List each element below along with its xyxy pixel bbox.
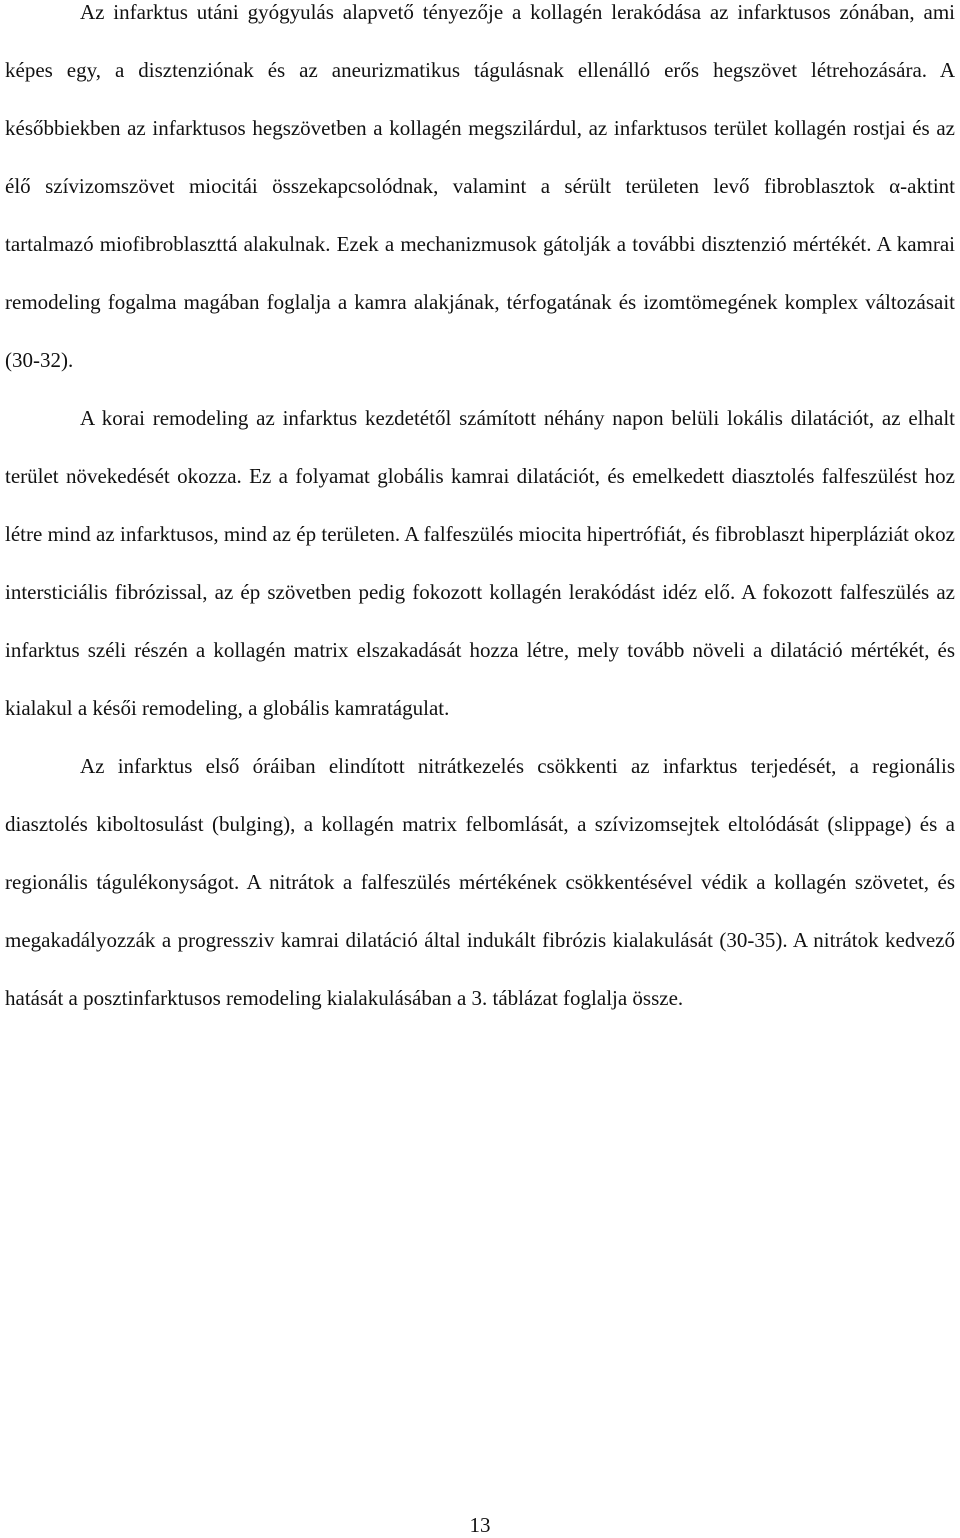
page-number: 13 xyxy=(469,1513,491,1537)
paragraph-nitrate-treatment: Az infarktus első óráiban elindított nitrátkezelés csökkenti az infarktus terjedését, a regionális diasztolés kiboltosulást (bulging), a kollagén matrix felbomlását, a szívizomsejtek eltolódását (slippage) és a regionális tágulékonyságot. A nitrátok a falfeszülés mértékének csökkentésével védik a kollagén szövetet, és megakadályozzák a progressziv kamrai dilatáció által indukált fibrózis kialakulását (30-35). A nitrátok kedvező hatását a posztinfarktusos remodeling kialakulásában a 3. táblázat foglalja össze. xyxy=(5,754,955,1010)
document-page xyxy=(5,0,955,1027)
paragraph-infarct-healing: Az infarktus utáni gyógyulás alapvető tényezője a kollagén lerakódása az infarktusos zónában, ami képes egy, a disztenziónak és az aneurizmatikus tágulásnak ellenálló erős hegszövet létrehozására. A későbbiekben az infarktusos hegszövetben a kollagén megszilárdul, az infarktusos terület kollagén rostjai és az élő szívizomszövet miocitái összekapcsolódnak, valamint a sérült területen levő fibroblasztok α-aktint tartalmazó miofibroblaszttá alakulnak. Ezek a mechanizmusok gátolják a további disztenzió mértékét. A kamrai remodeling fogalma magában foglalja a kamra alakjának, térfogatának és izomtömegének komplex változásait (30-32). xyxy=(5,0,955,372)
paragraph-early-remodeling: A korai remodeling az infarktus kezdetétől számított néhány napon belüli lokális dilatációt, az elhalt terület növekedését okozza. Ez a folyamat globális kamrai dilatációt, és emelkedett diasztolés falfeszülést hoz létre mind az infarktusos, mind az ép területen. A falfeszülés miocita hipertrófiát, és fibroblaszt hiperpláziát okoz intersticiális fibrózissal, az ép szövetben pedig fokozott kollagén lerakódást idéz elő. A fokozott falfeszülés az infarktus széli részén a kollagén matrix elszakadását hozza létre, mely tovább növeli a dilatáció mértékét, és kialakul a késői remodeling, a globális kamratágulat. xyxy=(5,406,955,720)
